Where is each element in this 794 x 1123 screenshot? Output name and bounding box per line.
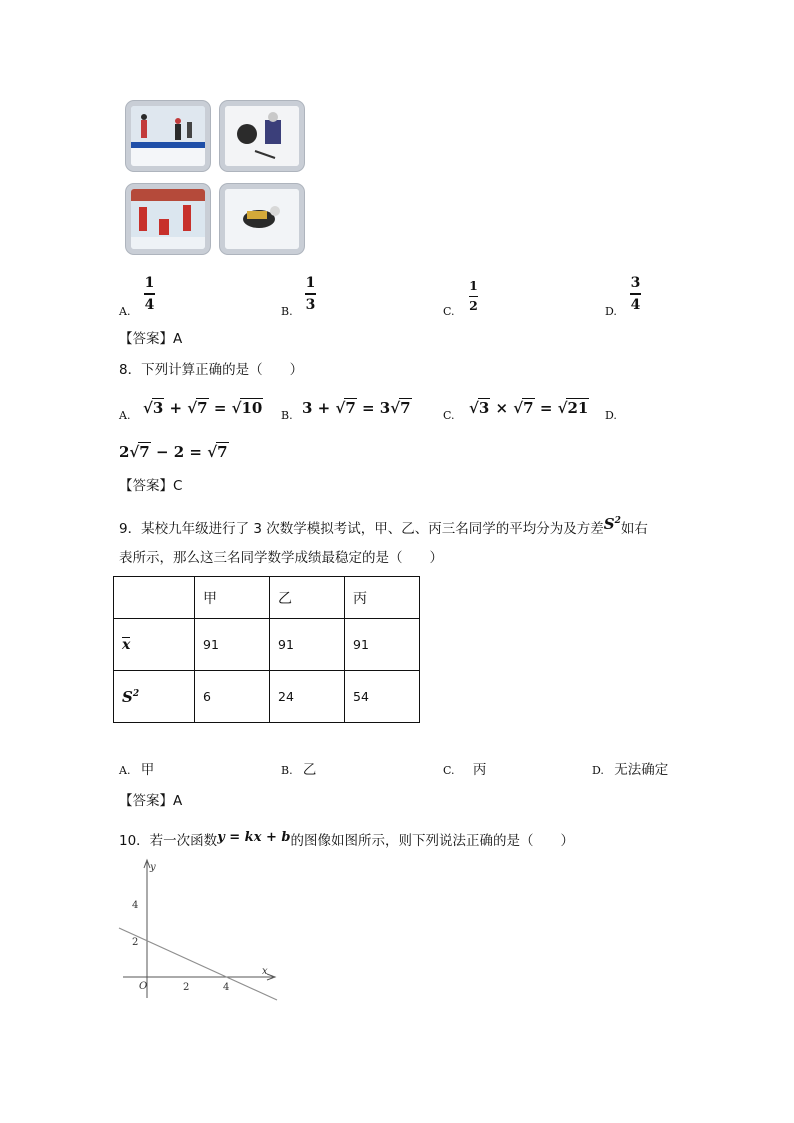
fraction [630,276,641,312]
q10-stem-pre: 10．若一次函数 [119,833,218,849]
x-tick-2: 2 [183,982,190,993]
option-letter: A. [119,764,131,777]
y-tick-4: 4 [132,900,139,911]
option-letter: A. [119,409,131,422]
table-cell: 91 [345,619,420,671]
function-formula: y = kx + b [217,830,291,845]
option-letter: B. [281,305,293,318]
table-row-variance [114,671,420,723]
q10-stem-post: 的图像如图所示，则下列说法正确的是（ ） [290,833,574,849]
q9-stem-line2: 表所示，那么这三名同学数学成绩最稳定的是（ ） [119,550,443,566]
fraction [144,276,155,312]
table-header-bing: 丙 [345,577,420,619]
table-header-row [114,577,420,619]
q10-stem [119,830,574,849]
option-letter: D. [592,764,604,777]
q9-option-d[interactable] [592,764,668,778]
x-axis-label: x [262,966,268,977]
linear-function-graph [113,856,288,1006]
q9-stem-text: 9．某校九年级进行了 3 次数学模拟考试，甲、乙、丙三名同学的平均分为及方差 [119,521,604,537]
table-cell: 91 [270,619,345,671]
math-expression: √3 × √7 = √21 [469,399,589,417]
denominator: 3 [305,296,316,313]
option-letter: C. [443,409,455,422]
q9-stem-tail: 如右 [620,521,648,537]
option-text: 丙 [472,762,487,778]
numerator: 3 [630,275,641,291]
y-axis-label: y [150,862,156,873]
fraction [469,280,478,313]
table-header-yi: 乙 [270,577,345,619]
y-tick-2: 2 [132,937,139,948]
option-letter: D. [605,305,617,318]
table-cell [114,577,195,619]
q9-option-c[interactable] [443,764,486,778]
q9-option-a[interactable] [119,764,154,778]
numerator: 1 [144,275,155,291]
q9-answer: 【答案】A [119,793,183,809]
denominator: 2 [469,298,478,313]
table-cell: 24 [270,671,345,723]
photo-curling [126,184,210,254]
table-cell: 54 [345,671,420,723]
q9-stem-line1 [119,515,648,537]
option-letter: A. [119,305,131,318]
fraction [305,276,316,312]
option-letter: D. [605,409,617,422]
option-letter: B. [281,409,293,422]
origin-label: O [139,981,148,992]
option-text: 无法确定 [614,762,669,778]
math-expression: 3 + √7 = 3√7 [302,399,411,417]
denominator: 4 [144,296,155,313]
q7-answer: 【答案】A [119,331,183,347]
variance-symbol: $S^2$ [114,671,195,723]
table-cell: 91 [195,619,270,671]
photo-ice-hockey [220,101,304,171]
option-letter: C. [443,764,455,777]
table-header-jia: 甲 [195,577,270,619]
option-text: 甲 [140,762,155,778]
photo-short-track [220,184,304,254]
variance-symbol: $S^2$ [603,515,621,533]
photo-speed-skating [126,101,210,171]
table-cell: 6 [195,671,270,723]
option-text: 乙 [302,762,317,778]
math-expression: √3 + √7 = √10 [143,399,263,417]
scores-table [113,576,420,723]
option-letter: C. [443,305,455,318]
numerator: 1 [469,278,478,293]
table-row-mean [114,619,420,671]
q8-stem: 8．下列计算正确的是（ ） [119,362,304,378]
q8-option-d-expression: 2√7 − 2 = √7 [119,443,228,461]
denominator: 4 [630,296,641,313]
q8-answer: 【答案】C [119,478,183,494]
x-tick-4: 4 [223,982,230,993]
mean-symbol: x [114,619,195,671]
numerator: 1 [305,275,316,291]
q9-option-b[interactable] [281,764,316,778]
option-letter: B. [281,764,293,777]
